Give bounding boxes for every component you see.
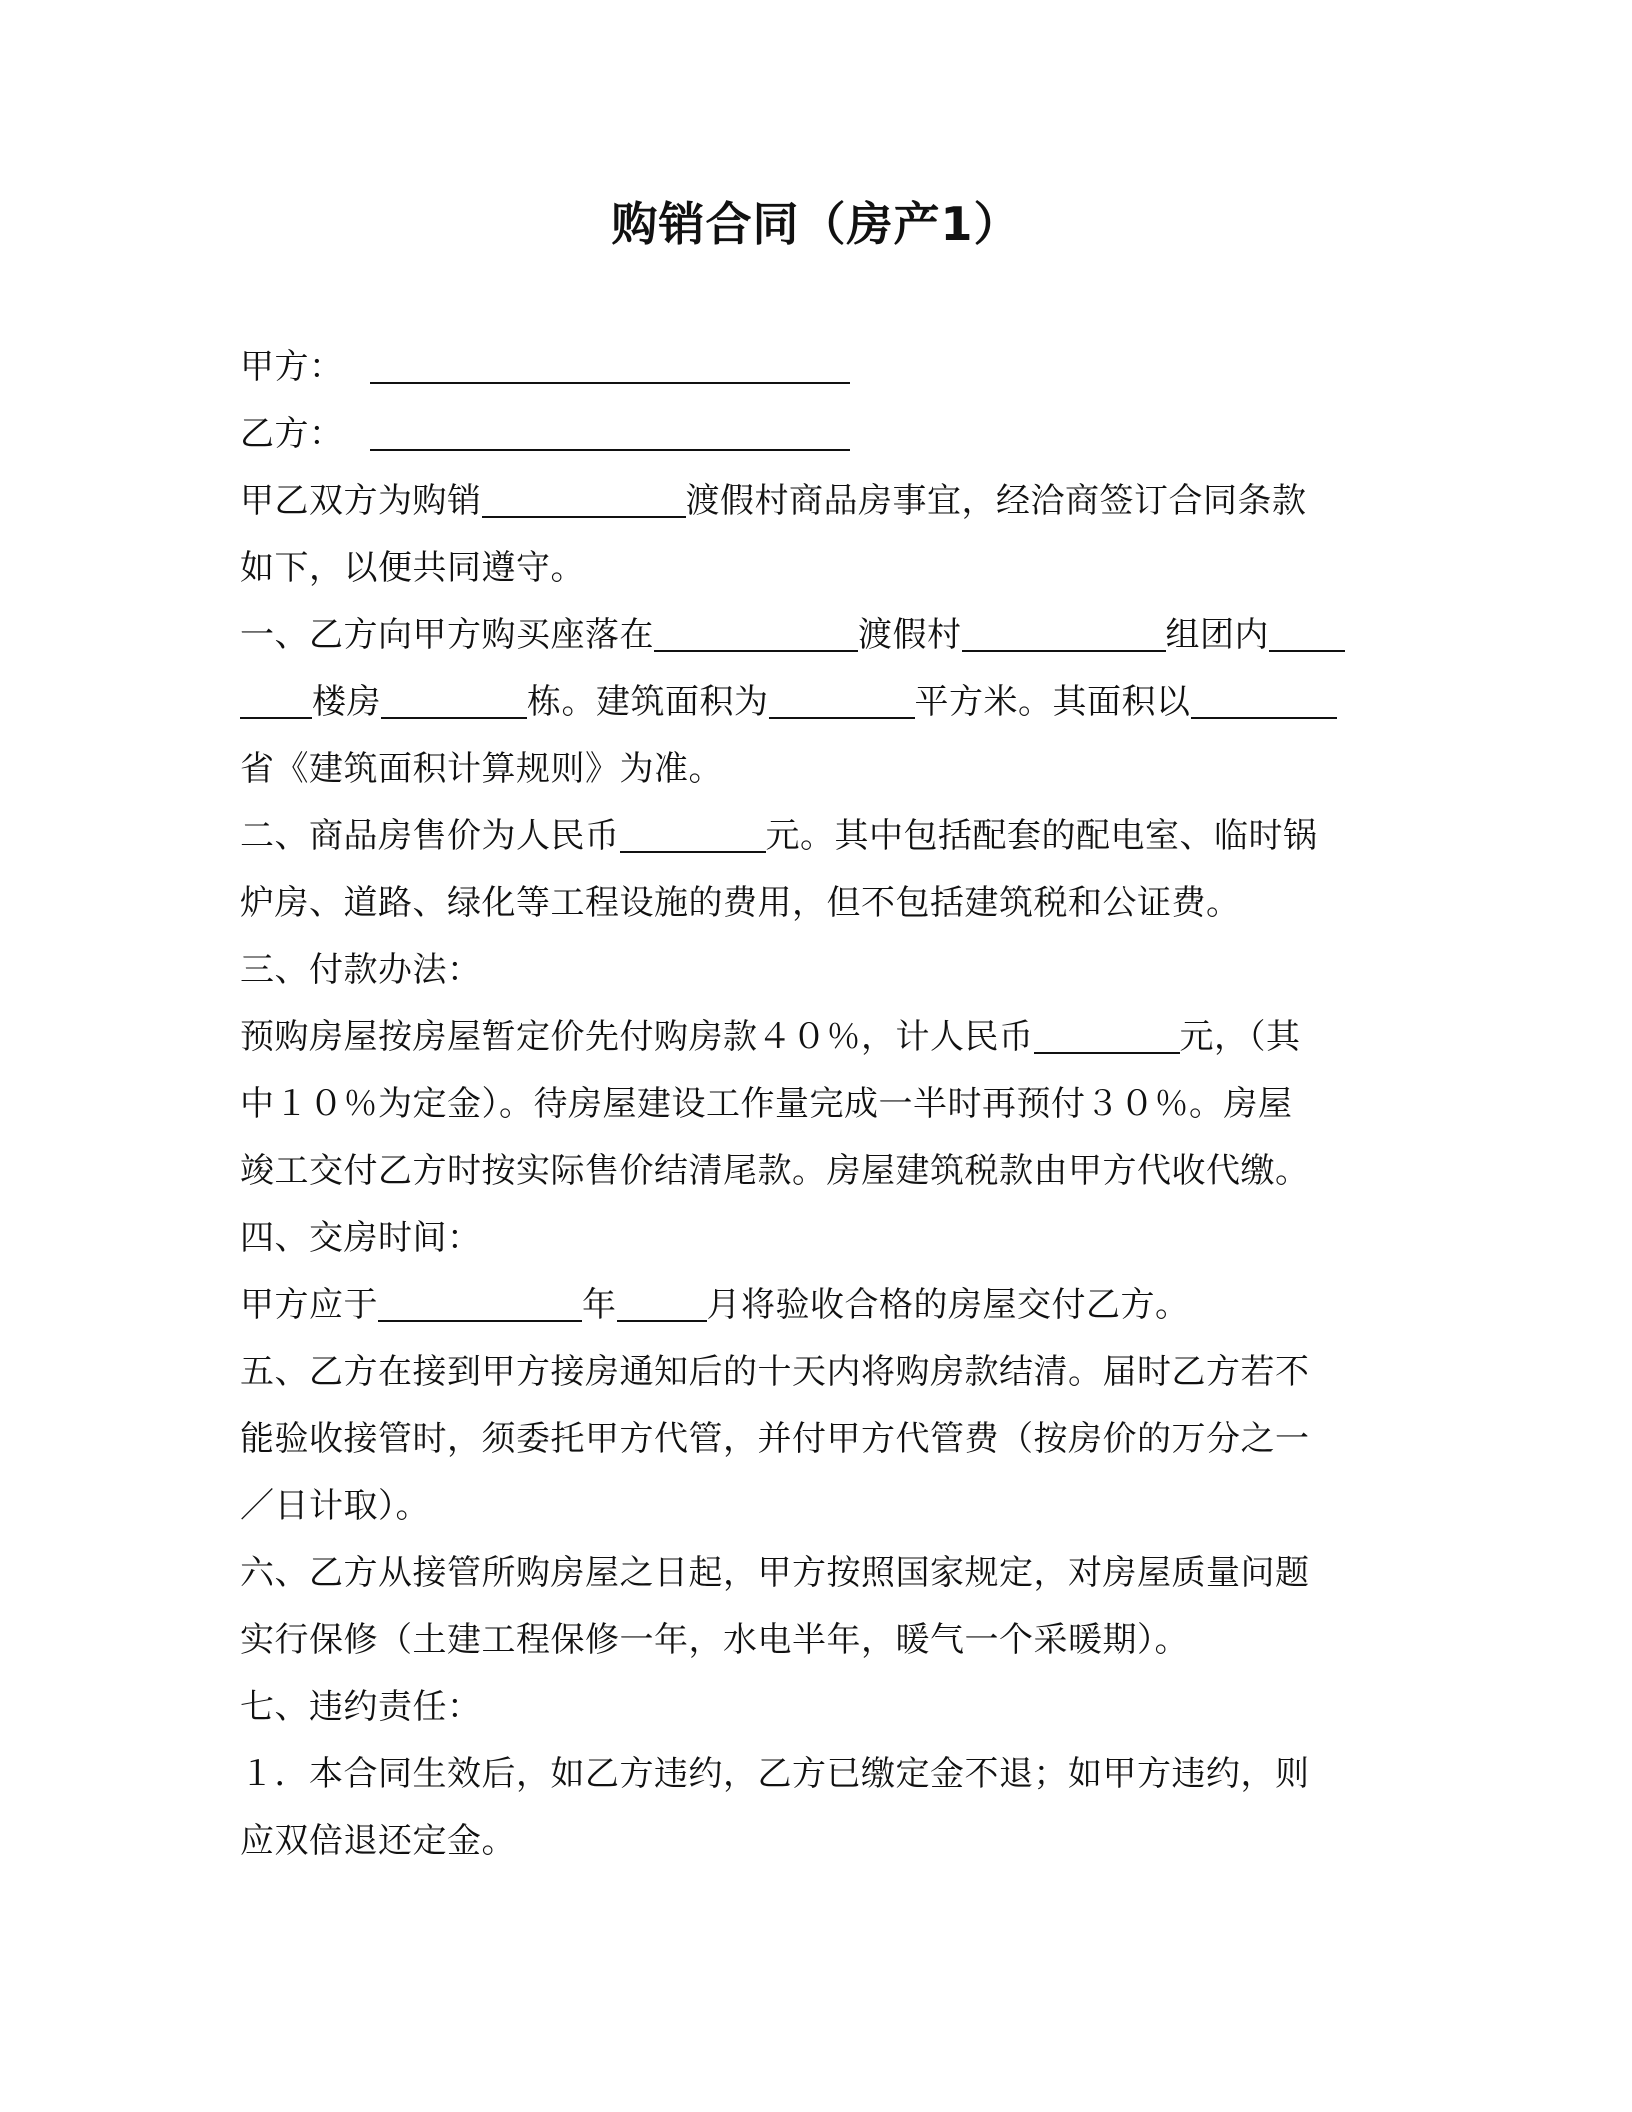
clause5-text-b: 能验收接管时，须委托甲方代管，并付甲方代管费（按房价的万分之一 <box>240 1419 1310 1459</box>
clause4-line-1 <box>240 1272 1398 1339</box>
clause1-text-d: 楼房 <box>312 682 381 722</box>
party-b-line <box>240 401 1398 468</box>
clause3-text-b: 元，（其 <box>1179 1017 1301 1057</box>
clause3-heading-line <box>240 937 1398 1004</box>
clause7-line-2 <box>240 1808 1398 1875</box>
clause1-line-3 <box>240 736 1398 803</box>
party-a-label: 甲方： <box>240 347 344 387</box>
clause6-text-a: 六、乙方从接管所购房屋之日起，甲方按照国家规定，对房屋质量问题 <box>240 1553 1310 1593</box>
clause3-heading: 三、付款办法： <box>240 950 482 990</box>
clause7-text-b: 应双倍退还定金。 <box>240 1821 516 1861</box>
clause4-text-b: 年 <box>582 1285 617 1325</box>
intro-line-2 <box>240 535 1398 602</box>
clause3-line-2 <box>240 1071 1398 1138</box>
clause2-line-1 <box>240 803 1398 870</box>
clause6-line-1 <box>240 1540 1398 1607</box>
clause4-text-a: 甲方应于 <box>240 1285 378 1325</box>
clause1-text-e: 栋。建筑面积为 <box>527 682 769 722</box>
clause2-text-c: 炉房、道路、绿化等工程设施的费用，但不包括建筑税和公证费。 <box>240 883 1241 923</box>
clause7-line-1 <box>240 1741 1398 1808</box>
unit-count-blank[interactable] <box>381 677 527 719</box>
clause1-text-c: 组团内 <box>1165 615 1269 655</box>
party-a-blank[interactable] <box>370 342 850 384</box>
month-blank[interactable] <box>617 1280 707 1322</box>
clause4-heading: 四、交房时间： <box>240 1218 482 1258</box>
resort-name-blank[interactable] <box>482 476 686 518</box>
clause1-text-a: 一、乙方向甲方购买座落在 <box>240 615 654 655</box>
price-blank[interactable] <box>620 811 766 853</box>
building-blank-a[interactable] <box>1269 610 1345 652</box>
party-a-line <box>240 334 1398 401</box>
clause4-text-c: 月将验收合格的房屋交付乙方。 <box>706 1285 1190 1325</box>
document-title: 购销合同（房产1） <box>611 197 1021 251</box>
contract-body <box>240 334 1398 1875</box>
clause1-text-b: 渡假村 <box>858 615 962 655</box>
clause3-text-d: 竣工交付乙方时按实际售价结清尾款。房屋建筑税款由甲方代收代缴。 <box>240 1151 1310 1191</box>
location-blank[interactable] <box>654 610 858 652</box>
province-blank[interactable] <box>1191 677 1337 719</box>
party-b-blank[interactable] <box>370 409 850 451</box>
clause6-text-b: 实行保修（土建工程保修一年，水电半年，暖气一个采暖期）。 <box>240 1620 1189 1660</box>
clause4-heading-line <box>240 1205 1398 1272</box>
clause3-line-3 <box>240 1138 1398 1205</box>
clause7-heading: 七、违约责任： <box>240 1687 482 1727</box>
intro-text-a: 甲乙双方为购销 <box>240 481 482 521</box>
clause3-text-c: 中１０％为定金）。待房屋建设工作量完成一半时再预付３０％。房屋 <box>240 1084 1293 1124</box>
clause1-line-1 <box>240 602 1398 669</box>
clause7-text-a: １．本合同生效后，如乙方违约，乙方已缴定金不退；如甲方违约，则 <box>240 1754 1310 1794</box>
area-blank[interactable] <box>769 677 915 719</box>
clause3-text-a: 预购房屋按房屋暂定价先付购房款４０％，计人民币 <box>240 1017 1034 1057</box>
prepay-amount-blank[interactable] <box>1034 1012 1180 1054</box>
clause5-line-1 <box>240 1339 1398 1406</box>
clause1-line-2 <box>240 669 1398 736</box>
clause3-line-1 <box>240 1004 1398 1071</box>
clause5-text-c: ／日计取）。 <box>240 1486 430 1526</box>
year-blank[interactable] <box>378 1280 582 1322</box>
clause7-heading-line <box>240 1674 1398 1741</box>
clause5-text-a: 五、乙方在接到甲方接房通知后的十天内将购房款结清。届时乙方若不 <box>240 1352 1310 1392</box>
clause2-line-2 <box>240 870 1398 937</box>
clause6-line-2 <box>240 1607 1398 1674</box>
intro-text-c: 如下，以便共同遵守。 <box>240 548 585 588</box>
clause5-line-2 <box>240 1406 1398 1473</box>
party-b-label: 乙方： <box>240 414 344 454</box>
intro-text-b: 渡假村商品房事宜，经洽商签订合同条款 <box>685 481 1307 521</box>
clause2-text-a: 二、商品房售价为人民币 <box>240 816 620 856</box>
clause1-text-g: 省《建筑面积计算规则》为准。 <box>240 749 723 789</box>
clause2-text-b: 元。其中包括配套的配电室、临时锅 <box>765 816 1318 856</box>
clause1-text-f: 平方米。其面积以 <box>914 682 1191 722</box>
group-blank[interactable] <box>962 610 1166 652</box>
building-blank-b[interactable] <box>240 677 312 719</box>
intro-line-1 <box>240 468 1398 535</box>
clause5-line-3 <box>240 1473 1398 1540</box>
